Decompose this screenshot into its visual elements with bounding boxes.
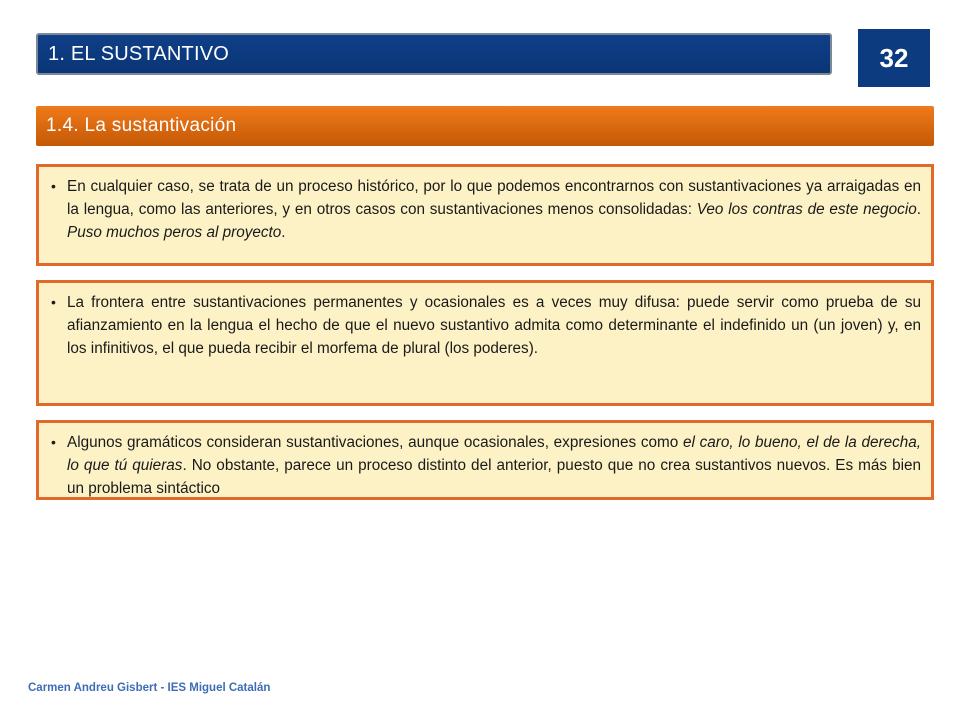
- paragraph-text: En cualquier caso, se trata de un proceso histórico, por lo que podemos encontrarnos con sustantivaciones ya arraigadas en la lengua, como las anteriores, y en otros casos con sustantivaciones menos consolidadas:: [67, 178, 921, 218]
- example-text: el caro, lo bueno, el de la derecha, lo que tú quieras: [67, 434, 922, 474]
- bullet-paragraph-3: [51, 431, 921, 500]
- paragraph-text: .: [916, 201, 921, 218]
- content-box-2: [36, 280, 934, 406]
- example-text: Puso muchos peros al proyecto: [67, 224, 282, 241]
- bullet-paragraph-2: [51, 291, 921, 360]
- bullet-icon: •: [51, 178, 56, 194]
- slide-title-text: 1. EL SUSTANTIVO: [48, 43, 230, 65]
- paragraph-text: . No obstante, parece un proceso distinto del anterior, puesto que no crea sustantivos nuevos. Es más bien un problema sintáctico: [67, 457, 922, 497]
- bullet-icon: •: [51, 434, 56, 450]
- content-box-3: [36, 420, 934, 500]
- section-heading: [36, 106, 934, 146]
- paragraph-text: Algunos gramáticos consideran sustantivaciones, aunque ocasionales, expresiones como: [67, 434, 683, 451]
- content-box-1: [36, 164, 934, 266]
- paragraph-text: .: [281, 224, 286, 241]
- bullet-paragraph-1: [51, 175, 921, 244]
- page-number: 32: [858, 29, 930, 87]
- slide-title: [36, 33, 832, 75]
- example-text: Veo los contras de este negocio: [696, 201, 917, 218]
- paragraph-text: La frontera entre sustantivaciones permanentes y ocasionales es a veces muy difusa: puede servir como prueba de su afianzamiento en la lengua el hecho de que el nuevo sustantivo admita como determinante el indefinido un (un joven) y, en los infinitivos, el que pueda recibir el morfema de plural (los poderes).: [67, 294, 921, 357]
- footer-credit: Carmen Andreu Gisbert - IES Miguel Catalán: [28, 682, 271, 694]
- bullet-icon: •: [51, 294, 56, 310]
- section-heading-text: 1.4. La sustantivación: [46, 115, 237, 136]
